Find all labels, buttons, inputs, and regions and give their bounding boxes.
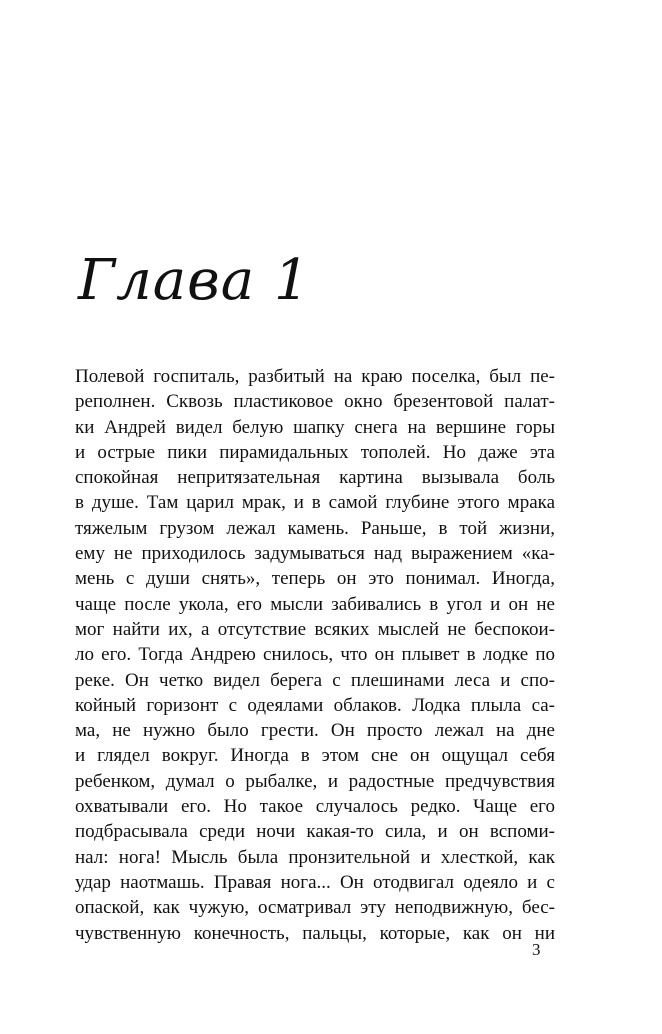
text-line: охватывали его. Но такое случалось редко. Чаще его bbox=[75, 796, 555, 818]
chapter-title: Глава 1 bbox=[78, 248, 311, 313]
text-line: ма, не нужно было грести. Он просто лежал на дне bbox=[75, 720, 555, 742]
text-line: подбрасывала среди ночи какая-то сила, и он вспоми- bbox=[75, 821, 555, 843]
text-line: Полевой госпиталь, разбитый на краю поселка, был пе- bbox=[75, 366, 555, 387]
text-line: ребенком, думал о рыбалке, и радостные предчувствия bbox=[75, 770, 555, 792]
text-line: и острые пики пирамидальных тополей. Но даже эта bbox=[75, 441, 555, 463]
text-line: ему не приходилось задумываться над выражением «ка- bbox=[75, 543, 555, 565]
page-number: 3 bbox=[532, 940, 541, 959]
text-line: мень с души снять», теперь он это понимал. Иногда, bbox=[75, 568, 555, 590]
text-line: ки Андрей видел белую шапку снега на вершине горы bbox=[75, 416, 555, 438]
text-line: спокойная непритязательная картина вызывала боль bbox=[75, 467, 555, 489]
text-line: реке. Он четко видел берега с плешинами леса и спо- bbox=[75, 669, 555, 691]
text-line: реполнен. Сквозь пластиковое окно брезентовой палат- bbox=[75, 391, 555, 413]
text-line: и глядел вокруг. Иногда в этом сне он ощущал себя bbox=[75, 745, 555, 767]
text-line: чувственную конечность, пальцы, которые, как он ни bbox=[75, 922, 555, 944]
text-line: тяжелым грузом лежал камень. Раньше, в той жизни, bbox=[75, 517, 555, 539]
text-line: удар наотмашь. Правая нога... Он отодвигал одеяло и с bbox=[75, 871, 555, 893]
text-line: койный горизонт с одеялами облаков. Лодка плыла са- bbox=[75, 694, 555, 716]
text-line: чаще после укола, его мысли забивались в угол и он не bbox=[75, 593, 555, 615]
text-line: мог найти их, а отсутствие всяких мыслей не беспокои- bbox=[75, 618, 555, 640]
body-text bbox=[75, 364, 555, 946]
text-line: в душе. Там царил мрак, и в самой глубине этого мрака bbox=[75, 492, 555, 514]
text-line: опаской, как чужую, осматривал эту неподвижную, бес- bbox=[75, 897, 555, 919]
text-line: нал: нога! Мысль была пронзительной и хлесткой, как bbox=[75, 846, 555, 868]
text-line: ло его. Тогда Андрею снилось, что он плывет в лодке по bbox=[75, 644, 555, 666]
